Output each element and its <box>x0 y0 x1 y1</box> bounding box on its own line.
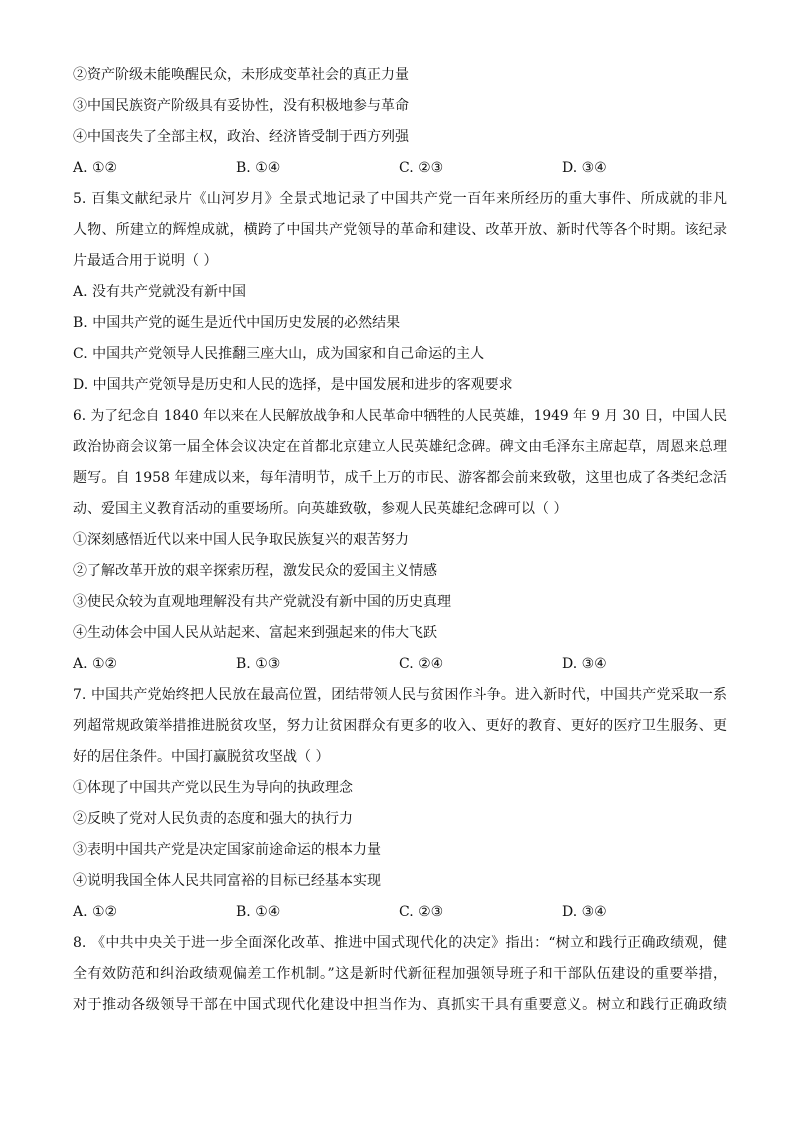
q4-option-a[interactable]: A. ①② <box>73 160 118 176</box>
exam-page <box>73 60 727 1021</box>
q7-option-c[interactable]: C. ②③ <box>399 904 444 920</box>
q6-stem-line-1: 6. 为了纪念自 1840 年以来在人民解放战争和人民革命中牺牲的人民英雄，1949 年 9 月 30 日，中国人民 <box>73 408 727 424</box>
q7-option-b[interactable]: B. ①④ <box>236 904 281 920</box>
question-6 <box>73 401 727 680</box>
q6-option-a[interactable]: A. ①② <box>73 656 118 672</box>
q5-option-c[interactable]: C. 中国共产党领导人民推翻三座大山，成为国家和自己命运的主人 <box>73 346 485 362</box>
q6-option-d[interactable]: D. ③④ <box>562 656 607 672</box>
question-4 <box>73 60 727 184</box>
q5-stem-line-1: 5. 百集文献纪录片《山河岁月》全景式地记录了中国共产党一百年来所经历的重大事件、所成就的非凡 <box>73 191 727 207</box>
q7-item-2: ②反映了党对人民负责的态度和强大的执行力 <box>73 811 353 827</box>
q7-item-1: ①体现了中国共产党以民生为导向的执政理念 <box>73 780 353 796</box>
q4-item-3: ③中国民族资产阶级具有妥协性，没有积极地参与革命 <box>73 98 409 114</box>
question-8 <box>73 928 727 1021</box>
q8-stem-line-2: 全有效防范和纠治政绩观偏差工作机制。”这是新时代新征程加强领导班子和干部队伍建设的重要举措， <box>73 966 727 982</box>
q4-option-c[interactable]: C. ②③ <box>399 160 444 176</box>
q4-item-4: ④中国丧失了全部主权，政治、经济皆受制于西方列强 <box>73 129 409 145</box>
q7-option-d[interactable]: D. ③④ <box>562 904 607 920</box>
q7-item-4: ④说明我国全体人民共同富裕的目标已经基本实现 <box>73 873 381 889</box>
q6-item-3: ③使民众较为直观地理解没有共产党就没有新中国的历史真理 <box>73 594 451 610</box>
q7-stem-line-2: 列超常规政策举措推进脱贫攻坚，努力让贫困群众有更多的收入、更好的教育、更好的医疗卫生服务、更 <box>73 718 727 734</box>
q8-stem-line-3: 对于推动各级领导干部在中国式现代化建设中担当作为、真抓实干具有重要意义。树立和践行正确政绩 <box>73 997 727 1013</box>
q6-stem-line-3: 题写。自 1958 年建成以来，每年清明节，成千上万的市民、游客都会前来致敬，这里也成了各类纪念活 <box>73 470 727 486</box>
q4-option-d[interactable]: D. ③④ <box>562 160 607 176</box>
q8-stem-line-1: 8. 《中共中央关于进一步全面深化改革、推进中国式现代化的决定》指出：“树立和践行正确政绩观，健 <box>73 935 727 951</box>
q4-item-2: ②资产阶级未能唤醒民众，未形成变革社会的真正力量 <box>73 67 409 83</box>
q7-options <box>73 897 727 928</box>
q5-stem-line-2: 人物、所建立的辉煌成就，横跨了中国共产党领导的革命和建设、改革开放、新时代等各个时期。该纪录 <box>73 222 727 238</box>
question-5 <box>73 184 727 401</box>
q7-item-3: ③表明中国共产党是决定国家前途命运的根本力量 <box>73 842 381 858</box>
q6-item-2: ②了解改革开放的艰辛探索历程，激发民众的爱国主义情感 <box>73 563 437 579</box>
q6-option-c[interactable]: C. ②④ <box>399 656 444 672</box>
q5-option-d[interactable]: D. 中国共产党领导是历史和人民的选择，是中国发展和进步的客观要求 <box>73 377 513 393</box>
q5-stem-line-3: 片最适合用于说明（ ） <box>73 253 218 269</box>
q7-option-a[interactable]: A. ①② <box>73 904 118 920</box>
q7-stem-line-1: 7. 中国共产党始终把人民放在最高位置，团结带领人民与贫困作斗争。进入新时代，中国共产党采取一系 <box>73 687 727 703</box>
q4-options <box>73 153 727 184</box>
q7-stem-line-3: 好的居住条件。中国打赢脱贫攻坚战（ ） <box>73 749 330 765</box>
q6-option-b[interactable]: B. ①③ <box>236 656 281 672</box>
q6-stem-line-2: 政治协商会议第一届全体会议决定在首都北京建立人民英雄纪念碑。碑文由毛泽东主席起草，周恩来总理 <box>73 439 727 455</box>
q6-stem-line-4: 动、爱国主义教育活动的重要场所。向英雄致敬，参观人民英雄纪念碑可以（ ） <box>73 501 568 517</box>
q6-item-1: ①深刻感悟近代以来中国人民争取民族复兴的艰苦努力 <box>73 532 409 548</box>
q5-option-a[interactable]: A. 没有共产党就没有新中国 <box>73 284 247 300</box>
q4-option-b[interactable]: B. ①④ <box>236 160 281 176</box>
q6-options <box>73 649 727 680</box>
question-7 <box>73 680 727 928</box>
q6-item-4: ④生动体会中国人民从站起来、富起来到强起来的伟大飞跃 <box>73 625 437 641</box>
q5-option-b[interactable]: B. 中国共产党的诞生是近代中国历史发展的必然结果 <box>73 315 401 331</box>
